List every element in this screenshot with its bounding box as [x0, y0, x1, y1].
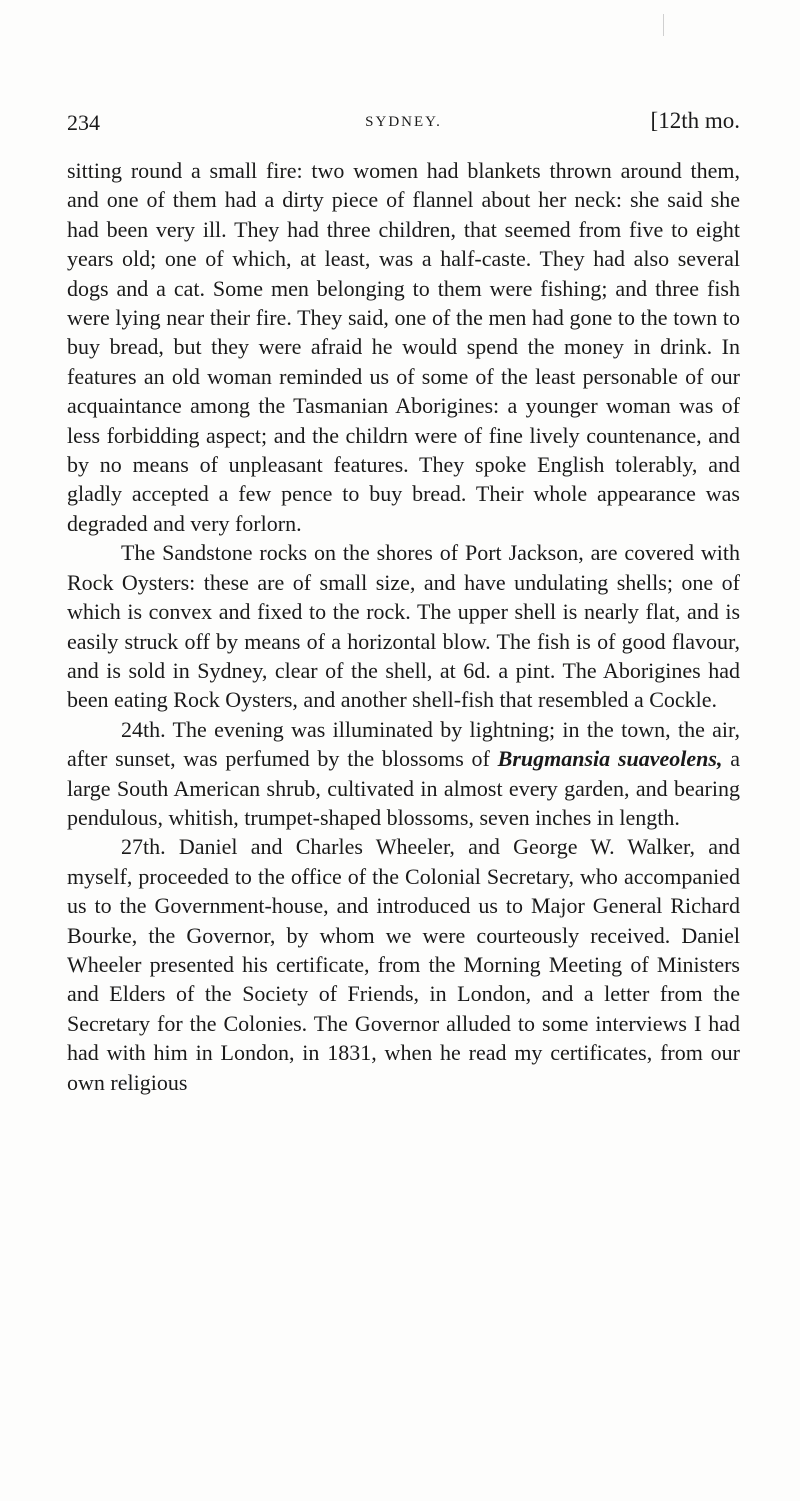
page-number: 234: [67, 110, 100, 135]
running-head: [67, 104, 740, 140]
running-title: SYDNEY.: [365, 114, 442, 130]
paragraph-aborigines-camp: sitting round a small fire: two women had blankets thrown around them, and one of them had a dirty piece of flannel about her neck: she said she had been very ill. They had three children, that seemed from five to eight years old; one of which, at least, was a half-caste. They had also several dogs and a cat. Some men belonging to them were fishing; and three fish were lying near their fire. They said, one of the men had gone to the town to buy bread, but they were afraid he would spend the money in drink. In features an old woman reminded us of some of the least personable of our acquaintance among the Tasmanian Aborigines: a younger woman was of less forbidding aspect; and the childrn were of fine lively countenance, and by no means of unpleasant features. They spoke English tolerably, and gladly accepted a few pence to buy bread. Their whole appearance was degraded and very forlorn.: [67, 158, 740, 536]
species-name: Brugmansia suaveolens,: [497, 746, 723, 772]
paragraph-24th: [67, 715, 740, 833]
paragraph-rock-oysters: The Sandstone rocks on the shores of Port Jackson, are covered with Rock Oysters: these are of small size, and have undulating shells; one of which is convex and fixed to the rock. The upper shell is nearly flat, and is easily struck off by means of a horizontal blow. The fish is of good flavour, and is sold in Sydney, clear of the shell, at 6d. a pint. The Aborigines had been eating Rock Oysters, and another shell-fish that resembled a Cockle.: [67, 540, 740, 713]
paragraph-24th-after: a large South American shrub, cultivated in almost every garden, and bearing pendulous, whitish, trumpet-shaped blossoms, seven inches in length.: [67, 746, 740, 830]
scan-mark: [663, 14, 664, 36]
paragraph-27th: 27th. Daniel and Charles Wheeler, and George W. Walker, and myself, proceeded to the office of the Colonial Secretary, who accompanied us to the Government-house, and introduced us to Major General Richard Bourke, the Governor, by whom we were courteously received. Daniel Wheeler presented his certificate, from the Morning Meeting of Ministers and Elders of the Society of Friends, in London, and a letter from the Secretary for the Colonies. The Governor alluded to some interviews I had had with him in London, in 1831, when he read my certificates, from our own religious: [67, 834, 740, 1095]
running-date: [12th mo.: [650, 108, 740, 133]
body-text: [67, 156, 740, 1097]
paragraph-24th-before: 24th. The evening was illuminated by lightning; in the town, the air, after sunset, was perfumed by the blossoms of: [67, 716, 740, 772]
